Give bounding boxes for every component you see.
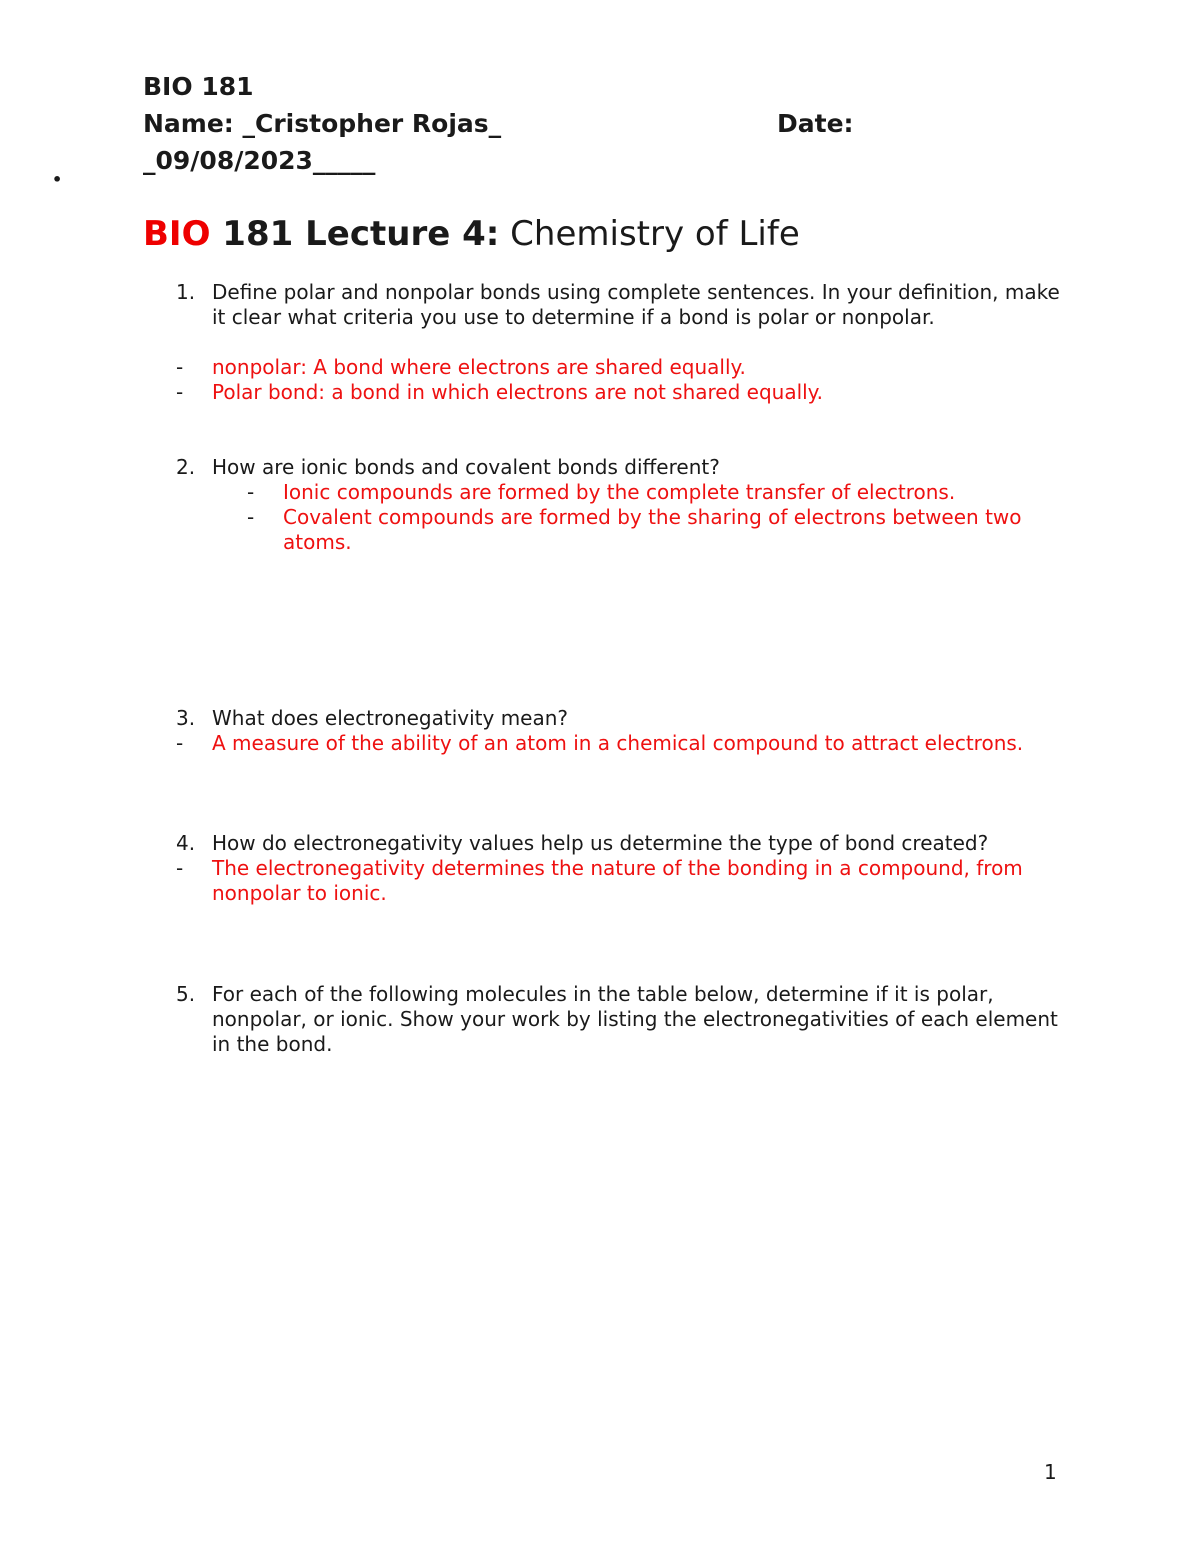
question-text: How are ionic bonds and covalent bonds different? [212, 455, 720, 479]
question-3 [176, 706, 1076, 731]
dash-bullet: - [176, 380, 184, 404]
answer-4a [176, 856, 1076, 906]
answer-text: Covalent compounds are formed by the sharing of electrons between two atoms. [283, 505, 1022, 554]
answer-text: A measure of the ability of an atom in a chemical compound to attract electrons. [212, 731, 1024, 755]
dash-bullet: - [176, 355, 184, 379]
bullet-mark: • [52, 170, 63, 189]
dash-bullet: - [247, 480, 255, 504]
date-value: _09/08/2023_____ [143, 146, 376, 175]
question-2 [176, 455, 1076, 480]
page-title [143, 212, 800, 256]
answer-text: nonpolar: A bond where electrons are shared equally. [212, 355, 746, 379]
question-4 [176, 831, 1076, 856]
question-text: Define polar and nonpolar bonds using complete sentences. In your definition, make it clear what criteria you use to determine if a bond is polar or nonpolar. [212, 280, 1060, 329]
dash-bullet: - [247, 505, 255, 529]
question-number: 4. [176, 831, 196, 855]
title-lecture: 181 Lecture 4: [210, 214, 500, 254]
question-text: For each of the following molecules in the table below, determine if it is polar, nonpolar, or ionic. Show your work by listing the electronegativities of each element in the bond. [212, 982, 1058, 1056]
student-name: Name: _Cristopher Rojas_ [143, 109, 502, 138]
answer-1b [176, 380, 1076, 405]
date-label: Date: [777, 109, 854, 138]
answer-text: Ionic compounds are formed by the complete transfer of electrons. [283, 480, 956, 504]
question-number: 2. [176, 455, 196, 479]
page-number: 1 [1044, 1460, 1057, 1484]
answer-text: The electronegativity determines the nature of the bonding in a compound, from nonpolar to ionic. [212, 856, 1023, 905]
answer-2a [247, 480, 1077, 505]
question-5 [176, 982, 1076, 1057]
title-bio: BIO [143, 214, 211, 254]
question-number: 1. [176, 280, 196, 304]
dash-bullet: - [176, 731, 184, 755]
answer-2b [247, 505, 1077, 555]
question-text: How do electronegativity values help us determine the type of bond created? [212, 831, 989, 855]
dash-bullet: - [176, 856, 184, 880]
title-topic: Chemistry of Life [499, 214, 800, 254]
course-code: BIO 181 [143, 72, 254, 101]
question-number: 5. [176, 982, 196, 1006]
question-1 [176, 280, 1076, 330]
question-number: 3. [176, 706, 196, 730]
question-text: What does electronegativity mean? [212, 706, 569, 730]
answer-1a [176, 355, 1076, 380]
answer-3a [176, 731, 1076, 756]
answer-text: Polar bond: a bond in which electrons are not shared equally. [212, 380, 824, 404]
